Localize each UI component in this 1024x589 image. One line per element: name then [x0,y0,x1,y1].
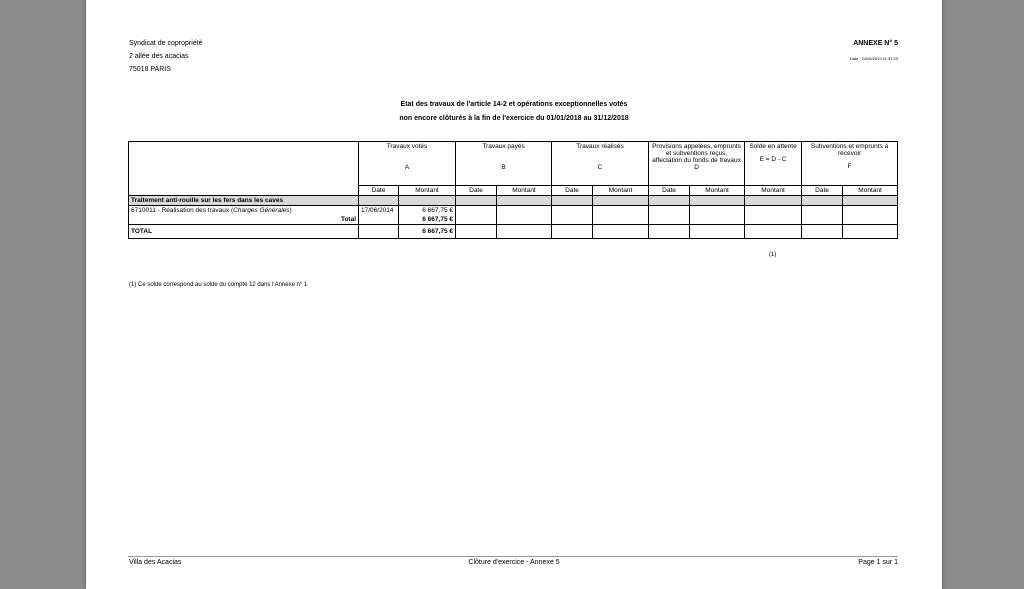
col-montant-d: Montant [690,186,745,196]
row-montant-a: 6 667,75 € [399,206,456,216]
footer-page-number: Page 1 sur 1 [858,559,898,566]
blank-subheader-cell [129,186,359,196]
table-row [129,206,898,216]
footer-center: Clôture d'exercice - Annexe 5 [468,559,560,566]
report-title-line2: non encore clôturés à la fin de l'exercice du 01/01/2018 au 31/12/2018 [399,115,629,122]
annex-number: ANNEXE N° 5 [853,40,898,47]
subtotal-label: Total [129,215,359,225]
works-table [128,141,898,239]
row-label: 6710011 - Réalisation des travaux (Charges Générales) [129,206,359,216]
col-montant-e: Montant [745,186,802,196]
col-montant-c: Montant [593,186,649,196]
group-header-c: Travaux réalisés C [552,142,649,186]
col-date-c: Date [552,186,593,196]
total-row [129,225,898,239]
blank-header-cell [129,142,359,186]
subtotal-row [129,215,898,225]
group-header-f: Subventions et emprunts à recevoir F [802,142,898,186]
total-label: TOTAL [129,225,359,239]
report-title-line1: Etat des travaux de l'article 14-2 et opérations exceptionnelles votés [400,101,628,108]
subtotal-montant-a: 6 667,75 € [399,215,456,225]
row-date-a: 17/06/2014 [359,206,399,216]
col-montant-a: Montant [399,186,456,196]
group-header-d: Provisions appelées, emprunts et subventions reçus, affectation du fonds de travaux D [649,142,745,186]
col-date-b: Date [456,186,497,196]
footer-left: Villa des Acacias [129,559,182,566]
col-date-d: Date [649,186,690,196]
org-line1: Syndicat de copropriété [129,40,203,47]
col-montant-f: Montant [843,186,898,196]
table-sub-header-row [129,186,898,196]
org-line3: 75018 PARIS [129,66,171,73]
group-header-e: Solde en attente E = D - C [745,142,802,186]
footnote: (1) Ce solde correspond au solde du compte 12 dans l'Annexe n° 1 [129,282,308,288]
document-page [86,0,942,589]
print-date: Date : 24/06/2019 11:37:23 [849,56,898,61]
col-date-f: Date [802,186,843,196]
section-row [129,196,898,206]
total-montant-a: 6 667,75 € [399,225,456,239]
table-group-header-row [129,142,898,186]
group-header-b: Travaux payés B [456,142,552,186]
col-montant-b: Montant [497,186,552,196]
group-header-a: Travaux votés A [359,142,456,186]
footer-divider [128,556,898,557]
solde-note-ref: (1) [769,252,777,258]
org-line2: 2 allée des acacias [129,53,189,60]
section-label: Traitement anti-rouille sur les fers dans les caves [129,196,359,206]
col-date-a: Date [359,186,399,196]
